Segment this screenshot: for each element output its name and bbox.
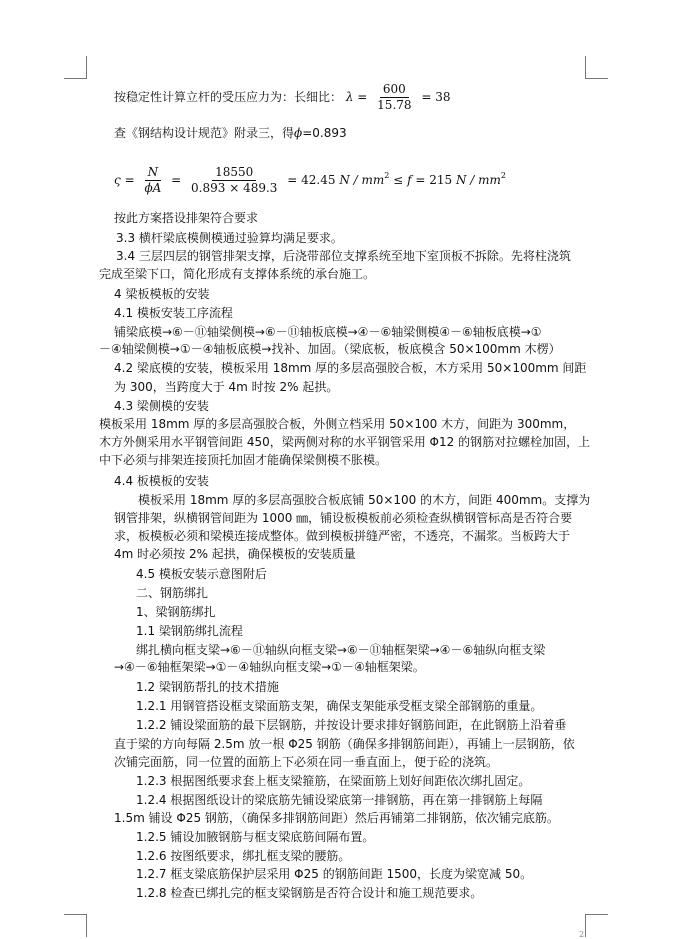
text-line: 模板采用 18mm 厚的多层高强胶合板底铺 50×100 的木方，间距 400mm。支撑为 [138,493,591,507]
crop-mark-bottom-right [585,914,608,937]
text-line: →④－⑥轴框架梁→①－④轴纵向框支梁→①－④轴框架梁。 [114,660,425,674]
text-line: 1.2.2 铺设梁面筋的最下层钢筋，并按设计要求排好钢筋间距，在此钢筋上沿着垂 [136,718,567,732]
text-line: 1.2.1 用钢管搭设框支梁面筋支架，确保支架能承受框支梁全部钢筋的重量。 [136,699,543,713]
text-line: 4m 时必须按 2% 起拱，确保模板的安装质量 [114,547,356,561]
text-line: 模板采用 18mm 厚的多层高强胶合板，外侧立档采用 50×100 木方，间距为 300mm， [99,417,576,431]
text-line: 直于梁的方向每隔 2.5m 放一根 Φ25 钢筋（确保多排钢筋间距），再铺上一层钢筋，依 [114,737,575,751]
fraction-numerator: 600 [380,82,409,98]
stress-result: = 42.45 [287,173,336,187]
leq-sign: ≤ [393,173,404,187]
section-heading: 1、梁钢筋绑扎 [136,605,216,619]
text-line: 木方外侧采用水平钢管间距 450，梁两侧对称的水平钢管采用 Φ12 的钢筋对拉螺栓加固，上 [99,435,591,449]
crop-mark-top-left [64,56,87,79]
text-line: 求，板模板必须和梁模连接成整体。做到模板拼缝严密，不透亮，不漏浆。当板跨大于 [114,529,571,543]
fraction-numerator: N [145,165,162,181]
text-line: 1.2.6 按图纸要求，绑扎框支梁的腰筋。 [136,849,351,863]
section-heading: 4.4 板模板的安装 [114,474,209,488]
phi-symbol: ϕ [294,126,303,140]
text-line: 1.2.8 检查已绑扎完的框支梁钢筋是否符合设计和施工规范要求。 [136,886,483,900]
text-line: 按此方案搭设排架符合要求 [114,211,259,225]
allowable-value: = 215 [415,173,453,187]
text-line: 1.2.4 根据图纸设计的梁底筋先铺设梁底第一排钢筋，再在第一排钢筋上每隔 [136,793,543,807]
unit-exponent: 2 [384,171,390,180]
equals-sign: = [357,90,368,104]
fraction-denominator: ϕA [144,181,162,195]
section-heading: 4.3 梁侧模的安装 [114,399,209,413]
n-over-phia-fraction [141,165,164,196]
text-line: 钢管排架，纵横钢管间距为 1000 ㎜，铺设板模板前必须检查纵横钢管标高是否符合要 [114,511,573,525]
lambda-symbol: λ [345,90,354,104]
section-heading: 二、钢筋绑扎 [136,586,209,600]
text-line: 完成至梁下口，简化形成有支撑体系统的承台施工。 [99,267,376,281]
stress-unit: N / mm [339,173,385,187]
f-symbol: f [407,173,412,187]
section-heading: 1.1 梁钢筋绑扎流程 [136,624,243,638]
text-line: 中下必须与排架连接顶托加固才能确保梁侧模不胀模。 [99,453,388,467]
text-line: 3.3 横杆梁底模侧模通过验算均满足要求。 [116,231,343,245]
section-heading: 1.2 梁钢筋帮扎的技术措施 [136,680,279,694]
text-line: 1.5m 铺设 Φ25 钢筋，（确保多排钢筋间距）然后再铺第二排钢筋，依次铺完底筋。 [114,811,559,825]
section-heading: 4 梁板模板的安装 [114,287,210,301]
equals-sign: = [124,173,135,187]
text-line: 1.2.7 框支梁底筋保护层采用 Φ25 的钢筋间距 1500，长度为梁宽减 50。 [136,867,533,881]
text-line: 为 300，当跨度大于 4m 时按 2% 起拱。 [114,380,339,394]
fraction-numerator: 18550 [212,165,256,181]
phi-value: =0.893 [302,126,347,140]
text-line: 3.4 三层四层的钢管排架支撑，后浇带部位支撑系统至地下室顶板不拆除。先将柱浇筑 [116,249,571,263]
allowable-unit: N / mm [455,173,501,187]
section-heading: 4.5 模板安装示意图附后 [136,567,267,581]
text-line: 1.2.5 铺设加腋钢筋与框支梁底筋间隔布置。 [136,830,375,844]
slenderness-fraction [374,82,414,113]
crop-mark-top-right [585,56,608,79]
text-line: 绑扎横向框支梁→⑥－⑪轴纵向框支梁→⑥－⑪轴框架梁→④－⑥轴纵向框支梁 [136,643,546,657]
page-number: 2 [579,930,585,939]
section-heading: 4.1 模板安装工序流程 [114,306,233,320]
formula-slenderness [114,80,589,114]
text-line: 1.2.3 根据图纸要求套上框支梁箍筋，在梁面筋上划好间距依次绑扎固定。 [136,774,531,788]
equals-sign: = [171,173,182,187]
phi-line [114,125,589,141]
sigma-symbol: ς [114,173,121,187]
crop-mark-bottom-left [64,914,87,937]
formula-intro: 按稳定性计算立杆的受压应力为：长细比： [114,90,343,104]
formula-stress [114,163,589,197]
text-line: －④轴梁侧模→①－④轴板底模→找补、加固。（梁底板，板底模含 50×100mm 木楞） [99,342,561,356]
fraction-denominator: 15.78 [377,98,412,112]
text-line: 铺梁底模→⑥－⑪轴梁侧模→⑥－⑪轴板底模→④－⑥轴梁侧模④－⑥轴板底模→① [114,325,542,339]
text-line: 次铺完面筋，同一位置的面筋上下必须在同一垂直面上，便于砼的浇筑。 [114,755,499,769]
text-line: 4.2 梁底模的安装，模板采用 18mm 厚的多层高强胶合板，木方采用 50×100mm 间距 [114,361,587,375]
fraction-denominator: 0.893 × 489.3 [191,181,278,195]
slenderness-result: = 38 [421,90,451,104]
unit-exponent: 2 [500,171,506,180]
numeric-fraction [188,165,280,196]
phi-text: 查《钢结构设计规范》附录三，得 [114,126,295,140]
